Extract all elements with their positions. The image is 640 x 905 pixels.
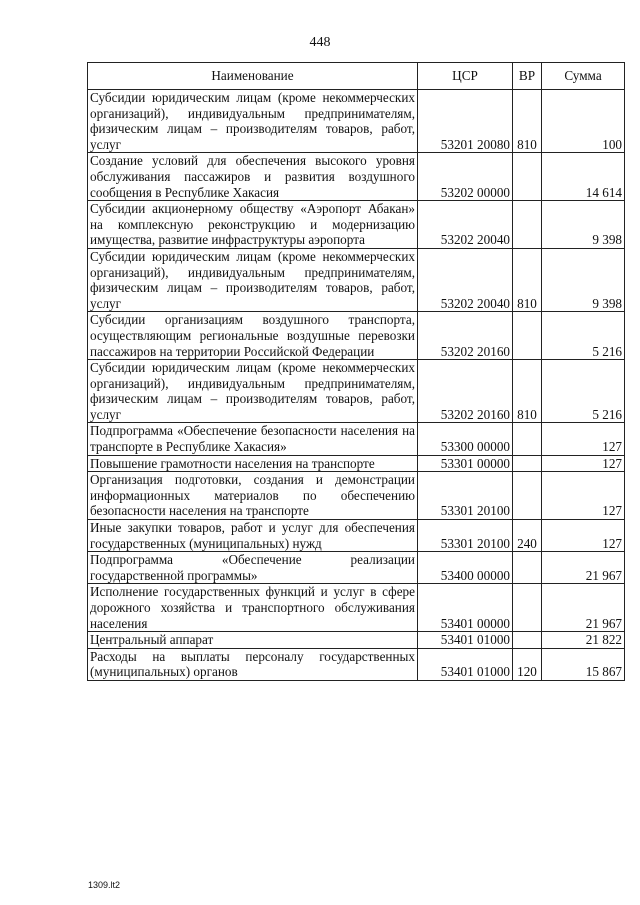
cell-csr: 53301 20100 (418, 472, 513, 520)
cell-vr (513, 472, 542, 520)
cell-vr (513, 312, 542, 360)
header-csr: ЦСР (418, 63, 513, 90)
table-header-row (88, 63, 625, 90)
cell-vr: 810 (513, 90, 542, 153)
cell-csr: 53202 20160 (418, 360, 513, 423)
cell-sum: 127 (542, 472, 625, 520)
cell-csr: 53202 20160 (418, 312, 513, 360)
cell-csr: 53301 00000 (418, 455, 513, 472)
cell-sum: 5 216 (542, 312, 625, 360)
cell-sum: 9 398 (542, 248, 625, 311)
cell-name: Иные закупки товаров, работ и услуг для обеспечения государственных (муниципальных) нужд (88, 520, 418, 552)
cell-name: Организация подготовки, создания и демонстрации информационных материалов по обеспечению безопасности населения на транспорте (88, 472, 418, 520)
cell-name: Центральный аппарат (88, 632, 418, 649)
page-number: 448 (309, 35, 331, 50)
cell-name: Исполнение государственных функций и услуг в сфере дорожного хозяйства и транспортного обслуживания населения (88, 584, 418, 632)
header-sum: Сумма (542, 63, 625, 90)
cell-sum: 5 216 (542, 360, 625, 423)
table-row (88, 552, 625, 584)
cell-csr: 53202 00000 (418, 153, 513, 201)
cell-sum: 9 398 (542, 201, 625, 249)
table-row (88, 584, 625, 632)
cell-sum: 15 867 (542, 648, 625, 680)
cell-vr (513, 584, 542, 632)
cell-csr: 53401 01000 (418, 632, 513, 649)
cell-vr: 810 (513, 360, 542, 423)
cell-csr: 53401 01000 (418, 648, 513, 680)
table-row (88, 360, 625, 423)
cell-vr (513, 153, 542, 201)
budget-table (87, 62, 625, 681)
table-row (88, 455, 625, 472)
cell-name: Субсидии юридическим лицам (кроме некоммерческих организаций), индивидуальным предпринимателям, физическим лицам – производителям товаров, работ, услуг (88, 90, 418, 153)
cell-sum: 21 967 (542, 552, 625, 584)
cell-vr (513, 423, 542, 455)
cell-name: Расходы на выплаты персоналу государственных (муниципальных) органов (88, 648, 418, 680)
cell-sum: 127 (542, 520, 625, 552)
cell-sum: 14 614 (542, 153, 625, 201)
cell-csr: 53201 20080 (418, 90, 513, 153)
cell-sum: 21 822 (542, 632, 625, 649)
table-row (88, 153, 625, 201)
table-row (88, 248, 625, 311)
cell-csr: 53401 00000 (418, 584, 513, 632)
table-row (88, 520, 625, 552)
table-row (88, 423, 625, 455)
footer-code: 1309.lt2 (88, 880, 121, 890)
cell-name: Субсидии юридическим лицам (кроме некоммерческих организаций), индивидуальным предпринимателям, физическим лицам – производителям товаров, работ, услуг (88, 248, 418, 311)
cell-name: Подпрограмма «Обеспечение реализации государственной программы» (88, 552, 418, 584)
table-row (88, 312, 625, 360)
cell-name: Повышение грамотности населения на транспорте (88, 455, 418, 472)
cell-vr: 810 (513, 248, 542, 311)
table-row (88, 632, 625, 649)
cell-sum: 21 967 (542, 584, 625, 632)
cell-csr: 53300 00000 (418, 423, 513, 455)
cell-name: Субсидии организациям воздушного транспорта, осуществляющим региональные воздушные перевозки пассажиров на территории Российской Федерации (88, 312, 418, 360)
table-row (88, 472, 625, 520)
cell-sum: 127 (542, 423, 625, 455)
table-row (88, 201, 625, 249)
cell-vr (513, 632, 542, 649)
cell-csr: 53301 20100 (418, 520, 513, 552)
cell-vr (513, 455, 542, 472)
cell-sum: 100 (542, 90, 625, 153)
cell-csr: 53202 20040 (418, 248, 513, 311)
header-name: Наименование (88, 63, 418, 90)
cell-name: Создание условий для обеспечения высокого уровня обслуживания пассажиров и развития воздушного сообщения в Республике Хакасия (88, 153, 418, 201)
cell-vr (513, 552, 542, 584)
cell-csr: 53400 00000 (418, 552, 513, 584)
table-row (88, 648, 625, 680)
cell-sum: 127 (542, 455, 625, 472)
cell-name: Подпрограмма «Обеспечение безопасности населения на транспорте в Республике Хакасия» (88, 423, 418, 455)
header-vr: ВР (513, 63, 542, 90)
cell-csr: 53202 20040 (418, 201, 513, 249)
cell-name: Субсидии юридическим лицам (кроме некоммерческих организаций), индивидуальным предпринимателям, физическим лицам – производителям товаров, работ, услуг (88, 360, 418, 423)
cell-name: Субсидии акционерному обществу «Аэропорт Абакан» на комплексную реконструкцию и модернизацию имущества, развитие инфраструктуры аэропорта (88, 201, 418, 249)
cell-vr: 240 (513, 520, 542, 552)
cell-vr (513, 201, 542, 249)
table-row (88, 90, 625, 153)
cell-vr: 120 (513, 648, 542, 680)
